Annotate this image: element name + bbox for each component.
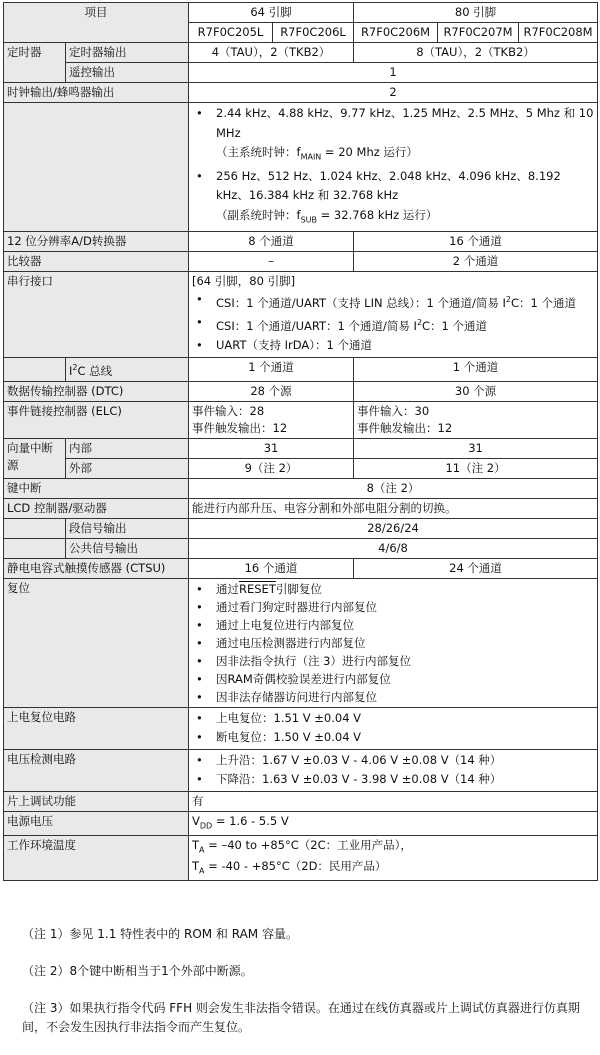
table-row xyxy=(4,231,598,251)
table-row xyxy=(4,749,598,791)
table-row xyxy=(4,251,598,271)
timer-label: 定时器 xyxy=(4,43,66,83)
supply-label: 电源电压 xyxy=(4,811,189,835)
note-2: （注 2）8个键中断相当于1个外部中断源。 xyxy=(22,964,253,978)
vector-internal-64: 31 xyxy=(189,438,354,458)
temp-value xyxy=(189,835,598,881)
sub-clock-note: （副系统时钟：$f_{SUB} = 32.768$ kHz 运行） xyxy=(216,207,438,225)
list-item: • 通过上电复位进行内部复位 xyxy=(192,616,594,634)
serial-pins-note: [64 引脚，80 引脚] xyxy=(192,273,296,288)
list-item: • 上升沿：1.67 V ±0.03 V - 4.06 V ±0.08 V（14 种） xyxy=(192,751,594,771)
list-item: • CSI：1 个通道/UART（支持 LIN 总线）：1 个通道/简易 $I^2C$：1 个通道 xyxy=(192,290,594,313)
list-item: • 通过RESET引脚复位 xyxy=(192,580,594,598)
empty-cell xyxy=(4,518,66,538)
remote-output-label: 遥控输出 xyxy=(66,63,189,83)
table-row xyxy=(4,578,598,707)
elc-label: 事件链接控制器 (ELC) xyxy=(4,401,189,438)
key-int-label: 键中断 xyxy=(4,478,189,498)
lcd-com-value: 4/6/8 xyxy=(189,538,598,558)
note-1: （注 1）参见 1.1 特性表中的 ROM 和 RAM 容量。 xyxy=(22,927,298,941)
serial-detail xyxy=(189,271,598,357)
temp-label: 工作环境温度 xyxy=(4,835,189,881)
table-row xyxy=(4,43,598,63)
debug-label: 片上调试功能 xyxy=(4,791,189,811)
clock-out-detail xyxy=(189,103,598,232)
lcd-seg-label: 段信号输出 xyxy=(66,518,189,538)
elc-80 xyxy=(354,401,598,438)
serial-label: 串行接口 xyxy=(4,271,189,357)
elc-64 xyxy=(189,401,354,438)
dtc-64: 28 个源 xyxy=(189,381,354,401)
vector-label: 向量中断 源 xyxy=(4,438,66,478)
model-header: R7F0C207M xyxy=(438,23,519,43)
adc-64: 8 个通道 xyxy=(189,231,354,251)
lcd-label: LCD 控制器/驱动器 xyxy=(4,498,189,518)
timer-output-64: 4（TAU），2（TKB2） xyxy=(189,43,354,63)
lcd-seg-value: 28/26/24 xyxy=(189,518,598,538)
note-3: （注 3）如果执行指令代码 FFH 则会发生非法指令错误。在通过在线仿真器或片上调试仿真器进行仿真期间，不会发生因执行非法指令而产生复位。 xyxy=(22,1001,580,1034)
table-row xyxy=(4,103,598,232)
table-row xyxy=(4,381,598,401)
lvd-label: 电压检测电路 xyxy=(4,749,189,791)
empty-cell xyxy=(4,538,66,558)
elc-output-64: 事件触发输出：12 xyxy=(192,420,288,435)
table-row xyxy=(4,357,598,381)
vector-internal-label: 内部 xyxy=(66,438,189,458)
table-row xyxy=(4,835,598,881)
remote-output-value: 1 xyxy=(189,63,598,83)
comparator-80: 2 个通道 xyxy=(354,251,598,271)
list-item: • 2.44 kHz、4.88 kHz、9.77 kHz、1.25 MHz、2.5 MHz、5 Mhz 和 10 MHz xyxy=(192,104,594,143)
table-row xyxy=(4,707,598,749)
header-row-1 xyxy=(4,3,598,23)
elc-input-64: 事件输入：28 xyxy=(192,403,265,418)
vector-internal-80: 31 xyxy=(354,438,598,458)
por-detail xyxy=(189,707,598,749)
table-row xyxy=(4,811,598,835)
table-row xyxy=(4,271,598,357)
temp-industrial: $T_A = -40$ to +85°C（2C：工业用产品）， xyxy=(192,837,412,855)
vector-external-label: 外部 xyxy=(66,458,189,478)
list-item: • 通过电压检测器进行内部复位 xyxy=(192,634,594,652)
table-row xyxy=(4,558,598,578)
model-header: R7F0C205L xyxy=(189,23,273,43)
table-row xyxy=(4,63,598,83)
footnotes xyxy=(22,925,592,1055)
debug-value: 有 xyxy=(189,791,598,811)
list-item: • 因RAM奇偶校验误差进行内部复位 xyxy=(192,670,594,688)
vector-external-64: 9（注 2） xyxy=(189,458,354,478)
lvd-detail xyxy=(189,749,598,791)
table-row xyxy=(4,538,598,558)
table-row xyxy=(4,791,598,811)
table-row xyxy=(4,458,598,478)
comparator-label: 比较器 xyxy=(4,251,189,271)
adc-80: 16 个通道 xyxy=(354,231,598,251)
elc-input-80: 事件输入：30 xyxy=(357,403,430,418)
por-label: 上电复位电路 xyxy=(4,707,189,749)
main-clock-note: （主系统时钟：$f_{MAIN} = 20$ Mhz 运行） xyxy=(216,145,418,162)
clock-out-label: 时钟输出/蜂鸣器输出 xyxy=(4,83,189,103)
table-row xyxy=(4,518,598,538)
list-item: • UART（支持 IrDA）：1 个通道 xyxy=(192,336,594,356)
list-item: • 因非法指令执行（注 3）进行内部复位 xyxy=(192,652,594,670)
list-item: • 因非法存储器访问进行内部复位 xyxy=(192,688,594,706)
model-header: R7F0C206L xyxy=(273,23,354,43)
supply-value: $V_{DD} = 1.6 - 5.5$ V xyxy=(189,811,598,835)
i2c-80: 1 个通道 xyxy=(354,357,598,381)
list-item: • 通过看门狗定时器进行内部复位 xyxy=(192,598,594,616)
timer-output-label: 定时器输出 xyxy=(66,43,189,63)
item-header: 项目 xyxy=(4,3,189,43)
list-item: • 上电复位：1.51 V ±0.04 V xyxy=(192,709,594,729)
model-header: R7F0C206M xyxy=(354,23,438,43)
adc-label: 12 位分辨率A/D转换器 xyxy=(4,231,189,251)
list-item: • 256 Hz、512 Hz、1.024 kHz、2.048 kHz、4.096 kHz、8.192 kHz、16.384 kHz 和 32.768 kHz xyxy=(192,167,594,206)
temp-consumer: $T_A = -40 - +85^\circ C(2D$：民用产品） xyxy=(192,859,387,876)
ctsu-80: 24 个通道 xyxy=(354,558,598,578)
i2c-64: 1 个通道 xyxy=(189,357,354,381)
table-row xyxy=(4,478,598,498)
empty-cell xyxy=(4,357,66,381)
spec-table xyxy=(3,2,598,881)
list-item: • CSI：1 个通道/UART：1 个通道/简易 $I^2C$：1 个通道 xyxy=(192,313,594,336)
timer-output-80: 8（TAU），2（TKB2） xyxy=(354,43,598,63)
reset-detail xyxy=(189,578,598,707)
dtc-80: 30 个源 xyxy=(354,381,598,401)
ctsu-label: 静电电容式触摸传感器 (CTSU) xyxy=(4,558,189,578)
lcd-desc: 能进行内部升压、电容分割和外部电阻分割的切换。 xyxy=(189,498,598,518)
dtc-label: 数据传输控制器 (DTC) xyxy=(4,381,189,401)
table-row xyxy=(4,83,598,103)
comparator-64: – xyxy=(189,251,354,271)
list-item: • 断电复位：1.50 V ±0.04 V xyxy=(192,728,594,748)
table-row xyxy=(4,401,598,438)
lcd-com-label: 公共信号输出 xyxy=(66,538,189,558)
i2c-label: $I^2C$ 总线 xyxy=(66,357,189,381)
clock-out-count: 2 xyxy=(189,83,598,103)
table-row xyxy=(4,498,598,518)
list-item: • 下降沿：1.63 V ±0.03 V - 3.98 V ±0.08 V（14 种） xyxy=(192,770,594,790)
model-header: R7F0C208M xyxy=(519,23,598,43)
elc-output-80: 事件触发输出：12 xyxy=(357,420,453,435)
pins80-header: 80 引脚 xyxy=(354,3,598,23)
key-int-value: 8（注 2） xyxy=(189,478,598,498)
table-row xyxy=(4,438,598,458)
pins64-header: 64 引脚 xyxy=(189,3,354,23)
vector-external-80: 11（注 2） xyxy=(354,458,598,478)
empty-cell xyxy=(4,103,189,232)
reset-label: 复位 xyxy=(4,578,189,707)
ctsu-64: 16 个通道 xyxy=(189,558,354,578)
